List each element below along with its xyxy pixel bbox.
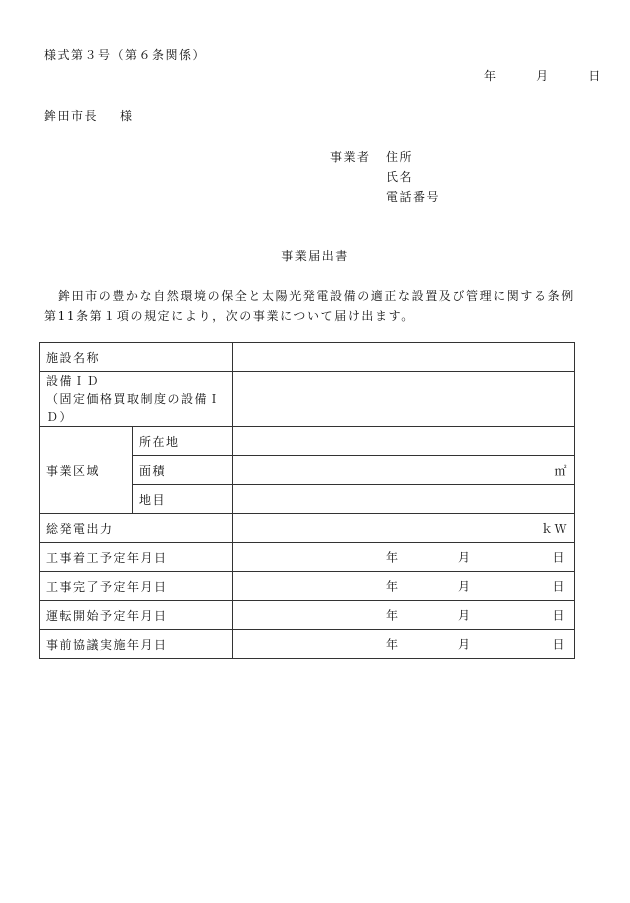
month-label: 月 [458,637,472,652]
table-row [40,427,575,456]
month-label: 月 [458,579,472,594]
year-label: 年 [386,637,400,652]
intro-paragraph: 鉾田市の豊かな自然環境の保全と太陽光発電設備の適正な設置及び管理に関する条例第11条第１項の規定により，次の事業について届け出ます。 [44,289,575,323]
location-label: 所在地 [133,427,233,456]
land-category-label: 地目 [133,485,233,514]
table-row [40,543,575,572]
consultation-date-label: 事前協議実施年月日 [40,630,233,659]
addressee-honorific: 様 [120,109,134,123]
table-row [40,630,575,659]
phone-label: 電話番号 [386,190,441,204]
applicant-label: 事業者 [330,150,371,164]
date-day-label: 日 [588,69,602,83]
month-label: 月 [458,550,472,565]
table-row [40,601,575,630]
construction-end-field[interactable] [233,572,575,601]
operation-start-label: 運転開始予定年月日 [40,601,233,630]
location-field[interactable] [233,427,575,456]
facility-name-field[interactable] [233,343,575,372]
form-number: 様式第３号（第６条関係） [44,48,207,62]
output-unit: ｋＷ [540,521,568,536]
day-label: 日 [552,637,566,652]
table-row [40,572,575,601]
area-unit: ㎡ [554,463,568,478]
operation-start-field[interactable] [233,601,575,630]
address-label: 住所 [386,150,414,164]
equipment-id-line1: 設備ＩＤ [46,374,101,388]
construction-start-label: 工事着工予定年月日 [40,543,233,572]
date-year-label: 年 [484,69,498,83]
facility-name-label: 施設名称 [40,343,233,372]
date-month-label: 月 [536,69,550,83]
equipment-id-line2: （固定価格買取制度の設備ＩＤ） [46,392,222,424]
table-row [40,343,575,372]
total-output-field[interactable] [233,514,575,543]
day-label: 日 [552,550,566,565]
area-label: 面積 [133,456,233,485]
total-output-label: 総発電出力 [40,514,233,543]
business-area-label: 事業区域 [40,427,133,514]
business-form-table [39,342,575,659]
addressee [44,107,134,124]
year-label: 年 [386,608,400,623]
construction-end-label: 工事完了予定年月日 [40,572,233,601]
table-row [40,372,575,427]
month-label: 月 [458,608,472,623]
table-row [40,514,575,543]
year-label: 年 [386,550,400,565]
year-label: 年 [386,579,400,594]
consultation-date-field[interactable] [233,630,575,659]
construction-start-field[interactable] [233,543,575,572]
submission-date [484,67,602,84]
applicant-block [330,147,440,207]
day-label: 日 [552,579,566,594]
name-label: 氏名 [386,170,414,184]
addressee-name: 鉾田市長 [44,109,99,123]
day-label: 日 [552,608,566,623]
equipment-id-label [40,372,233,427]
document-title: 事業届出書 [281,249,349,263]
equipment-id-field[interactable] [233,372,575,427]
land-category-field[interactable] [233,485,575,514]
area-field[interactable] [233,456,575,485]
